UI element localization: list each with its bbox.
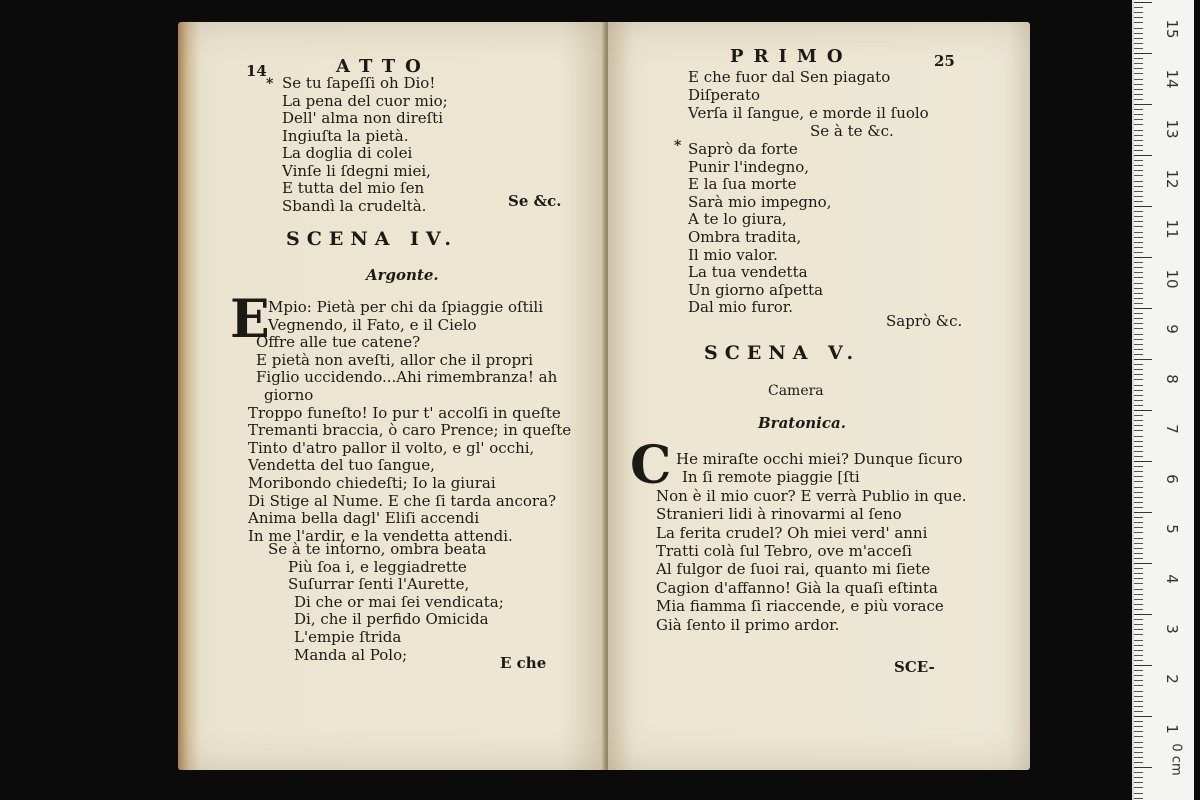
ruler-tick bbox=[1134, 323, 1143, 324]
ruler-tick bbox=[1134, 145, 1143, 146]
ruler-tick bbox=[1134, 12, 1143, 13]
ruler-tick bbox=[1134, 553, 1143, 554]
text-line: Non è il mio cuor? E verrà Publio in que. bbox=[656, 486, 967, 505]
text-line: Verſa il ſangue, e morde il ſuolo bbox=[688, 104, 929, 122]
ruler-tick bbox=[1134, 532, 1143, 533]
ruler-tick bbox=[1134, 369, 1143, 370]
ruler-tick bbox=[1134, 262, 1143, 263]
ruler-tick bbox=[1134, 583, 1143, 584]
ruler-tick bbox=[1134, 742, 1143, 743]
text-line: Sbandì la crudeltà. bbox=[282, 196, 427, 215]
ruler-tick bbox=[1134, 298, 1143, 299]
left-page bbox=[178, 22, 606, 770]
right-page bbox=[608, 22, 1030, 770]
ruler-tick bbox=[1134, 226, 1143, 227]
text-line: He miraſte occhi miei? Dunque ſicuro bbox=[676, 450, 963, 468]
text-line: Ingiuſta la pietà. bbox=[282, 126, 409, 145]
ruler-unit: 0 cm bbox=[1168, 743, 1184, 776]
text-line: Diſperato bbox=[688, 86, 761, 104]
ruler-tick bbox=[1134, 38, 1143, 39]
ruler-tick bbox=[1134, 339, 1143, 340]
ruler-tick bbox=[1134, 104, 1152, 105]
open-book bbox=[178, 22, 1030, 770]
ruler-tick bbox=[1134, 33, 1143, 34]
ruler-number: 11 bbox=[1163, 219, 1181, 239]
ruler-tick bbox=[1134, 232, 1143, 233]
ruler-tick bbox=[1134, 2, 1152, 3]
ruler-tick bbox=[1134, 466, 1143, 467]
drop-cap-left: E bbox=[230, 289, 270, 350]
catchword-left: E che bbox=[500, 654, 547, 672]
ruler-tick bbox=[1134, 272, 1143, 273]
ruler-tick bbox=[1134, 476, 1143, 477]
ruler-tick bbox=[1134, 665, 1152, 666]
running-head-left: ATTO bbox=[336, 56, 431, 77]
text-line: La pena del cuor mio; bbox=[282, 91, 448, 110]
aria-marker-right: * bbox=[674, 138, 682, 154]
ruler-tick bbox=[1134, 624, 1143, 625]
ruler-tick bbox=[1134, 99, 1143, 100]
ruler-tick bbox=[1134, 538, 1143, 539]
ruler-tick bbox=[1134, 706, 1143, 707]
text-line: Un giorno aſpetta bbox=[688, 280, 824, 299]
ruler-number: 8 bbox=[1163, 374, 1181, 384]
ruler-tick bbox=[1134, 257, 1152, 258]
text-line: Già ſento il primo ardor. bbox=[656, 615, 840, 634]
text-line: Ombra tradita, bbox=[688, 228, 802, 246]
ruler-tick bbox=[1134, 446, 1143, 447]
ruler-tick bbox=[1134, 119, 1143, 120]
ruler-tick bbox=[1134, 155, 1152, 156]
text-line: Più ſoa i, e leggiadrette bbox=[288, 557, 467, 576]
text-line: Punir l'indegno, bbox=[688, 157, 810, 176]
ruler-tick bbox=[1134, 798, 1143, 799]
text-line: Moribondo chiedeſti; Io la giurai bbox=[248, 474, 496, 492]
ruler-tick bbox=[1134, 425, 1143, 426]
ruler-tick bbox=[1134, 578, 1143, 579]
ruler-tick bbox=[1134, 247, 1143, 248]
ruler-tick bbox=[1134, 471, 1143, 472]
ruler-tick bbox=[1134, 609, 1143, 610]
text-line: Saprò da forte bbox=[688, 140, 798, 158]
text-line: E la ſua morte bbox=[688, 175, 797, 194]
ruler-number: 12 bbox=[1163, 169, 1181, 189]
ruler-tick bbox=[1134, 68, 1143, 69]
text-line: Di Stige al Nume. E che ſi tarda ancora? bbox=[248, 491, 557, 510]
text-line: E che fuor dal Sen piagato bbox=[688, 68, 891, 86]
ruler-tick bbox=[1134, 731, 1143, 732]
ruler-tick bbox=[1134, 211, 1143, 212]
text-line: Sarà mio impegno, bbox=[688, 192, 832, 211]
ruler-tick bbox=[1134, 492, 1143, 493]
ruler-tick bbox=[1134, 206, 1152, 207]
ruler-tick bbox=[1134, 736, 1143, 737]
ruler-tick bbox=[1134, 721, 1143, 722]
text-line: Vendetta del tuo ſangue, bbox=[248, 456, 435, 475]
ruler-tick bbox=[1134, 283, 1143, 284]
ruler-tick bbox=[1134, 660, 1143, 661]
ruler-tick bbox=[1134, 701, 1143, 702]
text-line: Al fulgor de ſuoi rai, quanto mi ſiete bbox=[656, 560, 931, 579]
ruler-tick bbox=[1134, 252, 1143, 253]
ruler-tick bbox=[1134, 522, 1143, 523]
ruler-tick bbox=[1134, 772, 1143, 773]
text-line: giorno bbox=[264, 386, 314, 404]
ruler-tick bbox=[1134, 277, 1143, 278]
ruler-tick bbox=[1134, 221, 1143, 222]
ruler-tick bbox=[1134, 130, 1143, 131]
ruler-tick bbox=[1134, 181, 1143, 182]
text-line: E pietà non aveſti, allor che il propri bbox=[256, 350, 534, 369]
ruler-tick bbox=[1134, 53, 1152, 54]
ruler-tick bbox=[1134, 680, 1143, 681]
ruler-tick bbox=[1134, 186, 1143, 187]
ruler-tick bbox=[1134, 650, 1143, 651]
ruler-tick bbox=[1134, 114, 1143, 115]
text-line: Anima bella dagl' Eliſi accendi bbox=[248, 509, 480, 528]
text-line: A te lo giura, bbox=[688, 210, 787, 229]
scene-title-left: SCENA IV. bbox=[286, 228, 458, 250]
ruler-number: 6 bbox=[1163, 474, 1181, 484]
text-line: E tutta del mio ſen bbox=[282, 179, 425, 197]
ruler-number: 15 bbox=[1163, 19, 1181, 39]
ruler-number: 7 bbox=[1163, 424, 1181, 434]
ruler-tick bbox=[1134, 410, 1152, 411]
text-line: Mia fiamma ſi riaccende, e più vorace bbox=[656, 597, 944, 616]
text-line: La ferita crudel? Oh miei verd' anni bbox=[656, 523, 928, 542]
text-line: Di che or mai ſei vendicata; bbox=[294, 592, 504, 611]
ruler-tick bbox=[1134, 94, 1143, 95]
ruler-tick bbox=[1134, 242, 1143, 243]
ruler-number: 2 bbox=[1163, 674, 1181, 684]
ruler-tick bbox=[1134, 395, 1143, 396]
ruler-tick bbox=[1134, 400, 1143, 401]
ruler-tick bbox=[1134, 364, 1143, 365]
speaker-left: Argonte. bbox=[366, 266, 439, 284]
text-line: Vinſe li ſdegni miei, bbox=[282, 161, 431, 180]
ruler-tick bbox=[1134, 696, 1143, 697]
text-line: In ſi remote piaggie [ſti bbox=[682, 468, 860, 487]
ruler-tick bbox=[1134, 619, 1143, 620]
ruler-tick bbox=[1134, 793, 1143, 794]
ruler-tick bbox=[1134, 436, 1143, 437]
text-line: Se tu ſapeſſi oh Dio! bbox=[282, 74, 436, 92]
text-line: Suſurrar ſenti l'Aurette, bbox=[288, 575, 470, 594]
ruler-tick bbox=[1134, 497, 1143, 498]
ruler-tick bbox=[1134, 691, 1143, 692]
ruler-number: 3 bbox=[1163, 624, 1181, 634]
aria-marker-left: * bbox=[266, 76, 274, 92]
ruler-tick bbox=[1134, 512, 1152, 513]
ruler-tick bbox=[1134, 487, 1143, 488]
ruler-tick bbox=[1134, 124, 1143, 125]
ruler-tick bbox=[1134, 308, 1152, 309]
ruler-tick bbox=[1134, 685, 1143, 686]
page-number-left: 14 bbox=[246, 62, 267, 80]
ruler-tick bbox=[1134, 196, 1143, 197]
ruler-tick bbox=[1134, 670, 1143, 671]
text-line: In me l'ardir, e la vendetta attendi. bbox=[248, 526, 513, 545]
ruler-tick bbox=[1134, 79, 1143, 80]
ruler-tick bbox=[1134, 109, 1143, 110]
ruler-tick bbox=[1134, 379, 1143, 380]
ruler-tick bbox=[1134, 481, 1143, 482]
ruler-tick bbox=[1134, 782, 1143, 783]
ruler-tick bbox=[1134, 762, 1143, 763]
ruler-tick bbox=[1134, 675, 1143, 676]
text-line: Figlio uccidendo...Ahi rimembranza! ah bbox=[256, 368, 558, 387]
ruler-tick bbox=[1134, 17, 1143, 18]
ruler-tick bbox=[1134, 415, 1143, 416]
ruler-tick bbox=[1134, 140, 1143, 141]
text-line: Offre alle tue catene? bbox=[256, 333, 421, 352]
ruler-tick bbox=[1134, 787, 1143, 788]
ruler-tick bbox=[1134, 430, 1143, 431]
text-line: La tua vendetta bbox=[688, 263, 808, 282]
catchword-right: SCE- bbox=[894, 658, 935, 676]
da-capo-left: Se &c. bbox=[508, 192, 562, 210]
ruler-tick bbox=[1134, 543, 1143, 544]
ruler-tick bbox=[1134, 318, 1143, 319]
ruler-tick bbox=[1134, 573, 1143, 574]
ruler-tick bbox=[1134, 517, 1143, 518]
ruler-number: 10 bbox=[1163, 269, 1181, 289]
text-line: Tremanti braccia, ò caro Prence; in queſte bbox=[248, 421, 572, 440]
ruler-tick bbox=[1134, 216, 1143, 217]
ruler-tick bbox=[1134, 558, 1143, 559]
ruler-tick bbox=[1134, 599, 1143, 600]
ruler-tick bbox=[1134, 420, 1143, 421]
ruler-tick bbox=[1134, 726, 1143, 727]
ruler-tick bbox=[1134, 629, 1143, 630]
ruler-tick bbox=[1134, 175, 1143, 176]
ruler-tick bbox=[1134, 507, 1143, 508]
measurement-ruler bbox=[1132, 0, 1194, 800]
ruler-tick bbox=[1134, 456, 1143, 457]
ruler-tick bbox=[1134, 604, 1143, 605]
ruler-tick bbox=[1134, 293, 1143, 294]
text-line: Dal mio furor. bbox=[688, 298, 794, 317]
ruler-tick bbox=[1134, 359, 1152, 360]
ruler-tick bbox=[1134, 170, 1143, 171]
ruler-tick bbox=[1134, 334, 1143, 335]
ruler-tick bbox=[1134, 313, 1143, 314]
ruler-tick bbox=[1134, 288, 1143, 289]
da-capo2-right: Saprò &c. bbox=[886, 312, 963, 330]
ruler-number: 1 bbox=[1163, 724, 1181, 734]
ruler-tick bbox=[1134, 655, 1143, 656]
ruler-tick bbox=[1134, 344, 1143, 345]
ruler-tick bbox=[1134, 303, 1143, 304]
ruler-tick bbox=[1134, 201, 1143, 202]
text-line: La doglia di colei bbox=[282, 144, 413, 162]
ruler-tick bbox=[1134, 441, 1143, 442]
ruler-tick bbox=[1134, 767, 1152, 768]
ruler-tick bbox=[1134, 48, 1143, 49]
ruler-tick bbox=[1134, 150, 1143, 151]
ruler-tick bbox=[1134, 640, 1143, 641]
ruler-tick bbox=[1134, 354, 1143, 355]
text-line: L'empie ſtrida bbox=[294, 628, 402, 646]
ruler-tick bbox=[1134, 645, 1143, 646]
ruler-tick bbox=[1134, 73, 1143, 74]
text-line: Se à te intorno, ombra beata bbox=[268, 540, 487, 558]
ruler-tick bbox=[1134, 58, 1143, 59]
text-line: Vegnendo, il Fato, e il Cielo bbox=[268, 315, 477, 334]
ruler-tick bbox=[1134, 757, 1143, 758]
ruler-tick bbox=[1134, 461, 1152, 462]
ruler-number: 4 bbox=[1163, 574, 1181, 584]
text-line: Di, che il perfido Omicida bbox=[294, 610, 489, 629]
ruler-tick bbox=[1134, 28, 1143, 29]
speaker-right: Bratonica. bbox=[758, 414, 846, 432]
ruler-tick bbox=[1134, 594, 1143, 595]
ruler-tick bbox=[1134, 502, 1143, 503]
ruler-tick bbox=[1134, 614, 1152, 615]
ruler-tick bbox=[1134, 328, 1143, 329]
ruler-tick bbox=[1134, 349, 1143, 350]
ruler-tick bbox=[1134, 390, 1143, 391]
ruler-tick bbox=[1134, 7, 1143, 8]
ruler-tick bbox=[1134, 747, 1143, 748]
ruler-number: 9 bbox=[1163, 324, 1181, 334]
ruler-tick bbox=[1134, 716, 1152, 717]
text-line: Stranieri lidi à rinovarmi al ſeno bbox=[656, 505, 902, 524]
text-line: Cagion d'affanno! Già la quaſi eſtinta bbox=[656, 578, 938, 597]
ruler-tick bbox=[1134, 135, 1143, 136]
text-line: Dell' alma non direſti bbox=[282, 109, 444, 127]
scene-title-right: SCENA V. bbox=[704, 342, 861, 364]
ruler-tick bbox=[1134, 191, 1143, 192]
ruler-tick bbox=[1134, 22, 1143, 23]
page-number-right: 25 bbox=[934, 52, 955, 70]
ruler-tick bbox=[1134, 777, 1143, 778]
text-line: Manda al Polo; bbox=[294, 645, 408, 664]
ruler-tick bbox=[1134, 89, 1143, 90]
ruler-tick bbox=[1134, 385, 1143, 386]
running-head-right: PRIMO bbox=[730, 46, 853, 67]
text-line: Mpio: Pietà per chi da ſpiaggie oſtili bbox=[268, 298, 544, 316]
ruler-tick bbox=[1134, 374, 1143, 375]
ruler-tick bbox=[1134, 711, 1143, 712]
ruler-tick bbox=[1134, 752, 1143, 753]
ruler-tick bbox=[1134, 589, 1143, 590]
ruler-tick bbox=[1134, 160, 1143, 161]
ruler-tick bbox=[1134, 43, 1143, 44]
ruler-number: 13 bbox=[1163, 119, 1181, 139]
ruler-number: 14 bbox=[1163, 69, 1181, 89]
da-capo-right: Se à te &c. bbox=[810, 122, 894, 140]
drop-cap-right: C bbox=[630, 435, 672, 496]
ruler-tick bbox=[1134, 63, 1143, 64]
ruler-tick bbox=[1134, 568, 1143, 569]
ruler-tick bbox=[1134, 451, 1143, 452]
ruler-tick bbox=[1134, 548, 1143, 549]
text-line: Troppo funeſto! Io pur t' accolſi in queſte bbox=[248, 403, 561, 422]
ruler-tick bbox=[1134, 405, 1143, 406]
ruler-tick bbox=[1134, 563, 1152, 564]
text-line: Tinto d'atro pallor il volto, e gl' occhi, bbox=[248, 438, 535, 457]
ruler-tick bbox=[1134, 267, 1143, 268]
setting-right: Camera bbox=[768, 383, 824, 399]
ruler-tick bbox=[1134, 237, 1143, 238]
ruler-tick bbox=[1134, 527, 1143, 528]
ruler-tick bbox=[1134, 634, 1143, 635]
ruler-tick bbox=[1134, 84, 1143, 85]
ruler-tick bbox=[1134, 165, 1143, 166]
text-line: Il mio valor. bbox=[688, 245, 778, 264]
text-line: Tratti colà ſul Tebro, ove m'acceſi bbox=[656, 542, 912, 560]
ruler-number: 5 bbox=[1163, 524, 1181, 534]
